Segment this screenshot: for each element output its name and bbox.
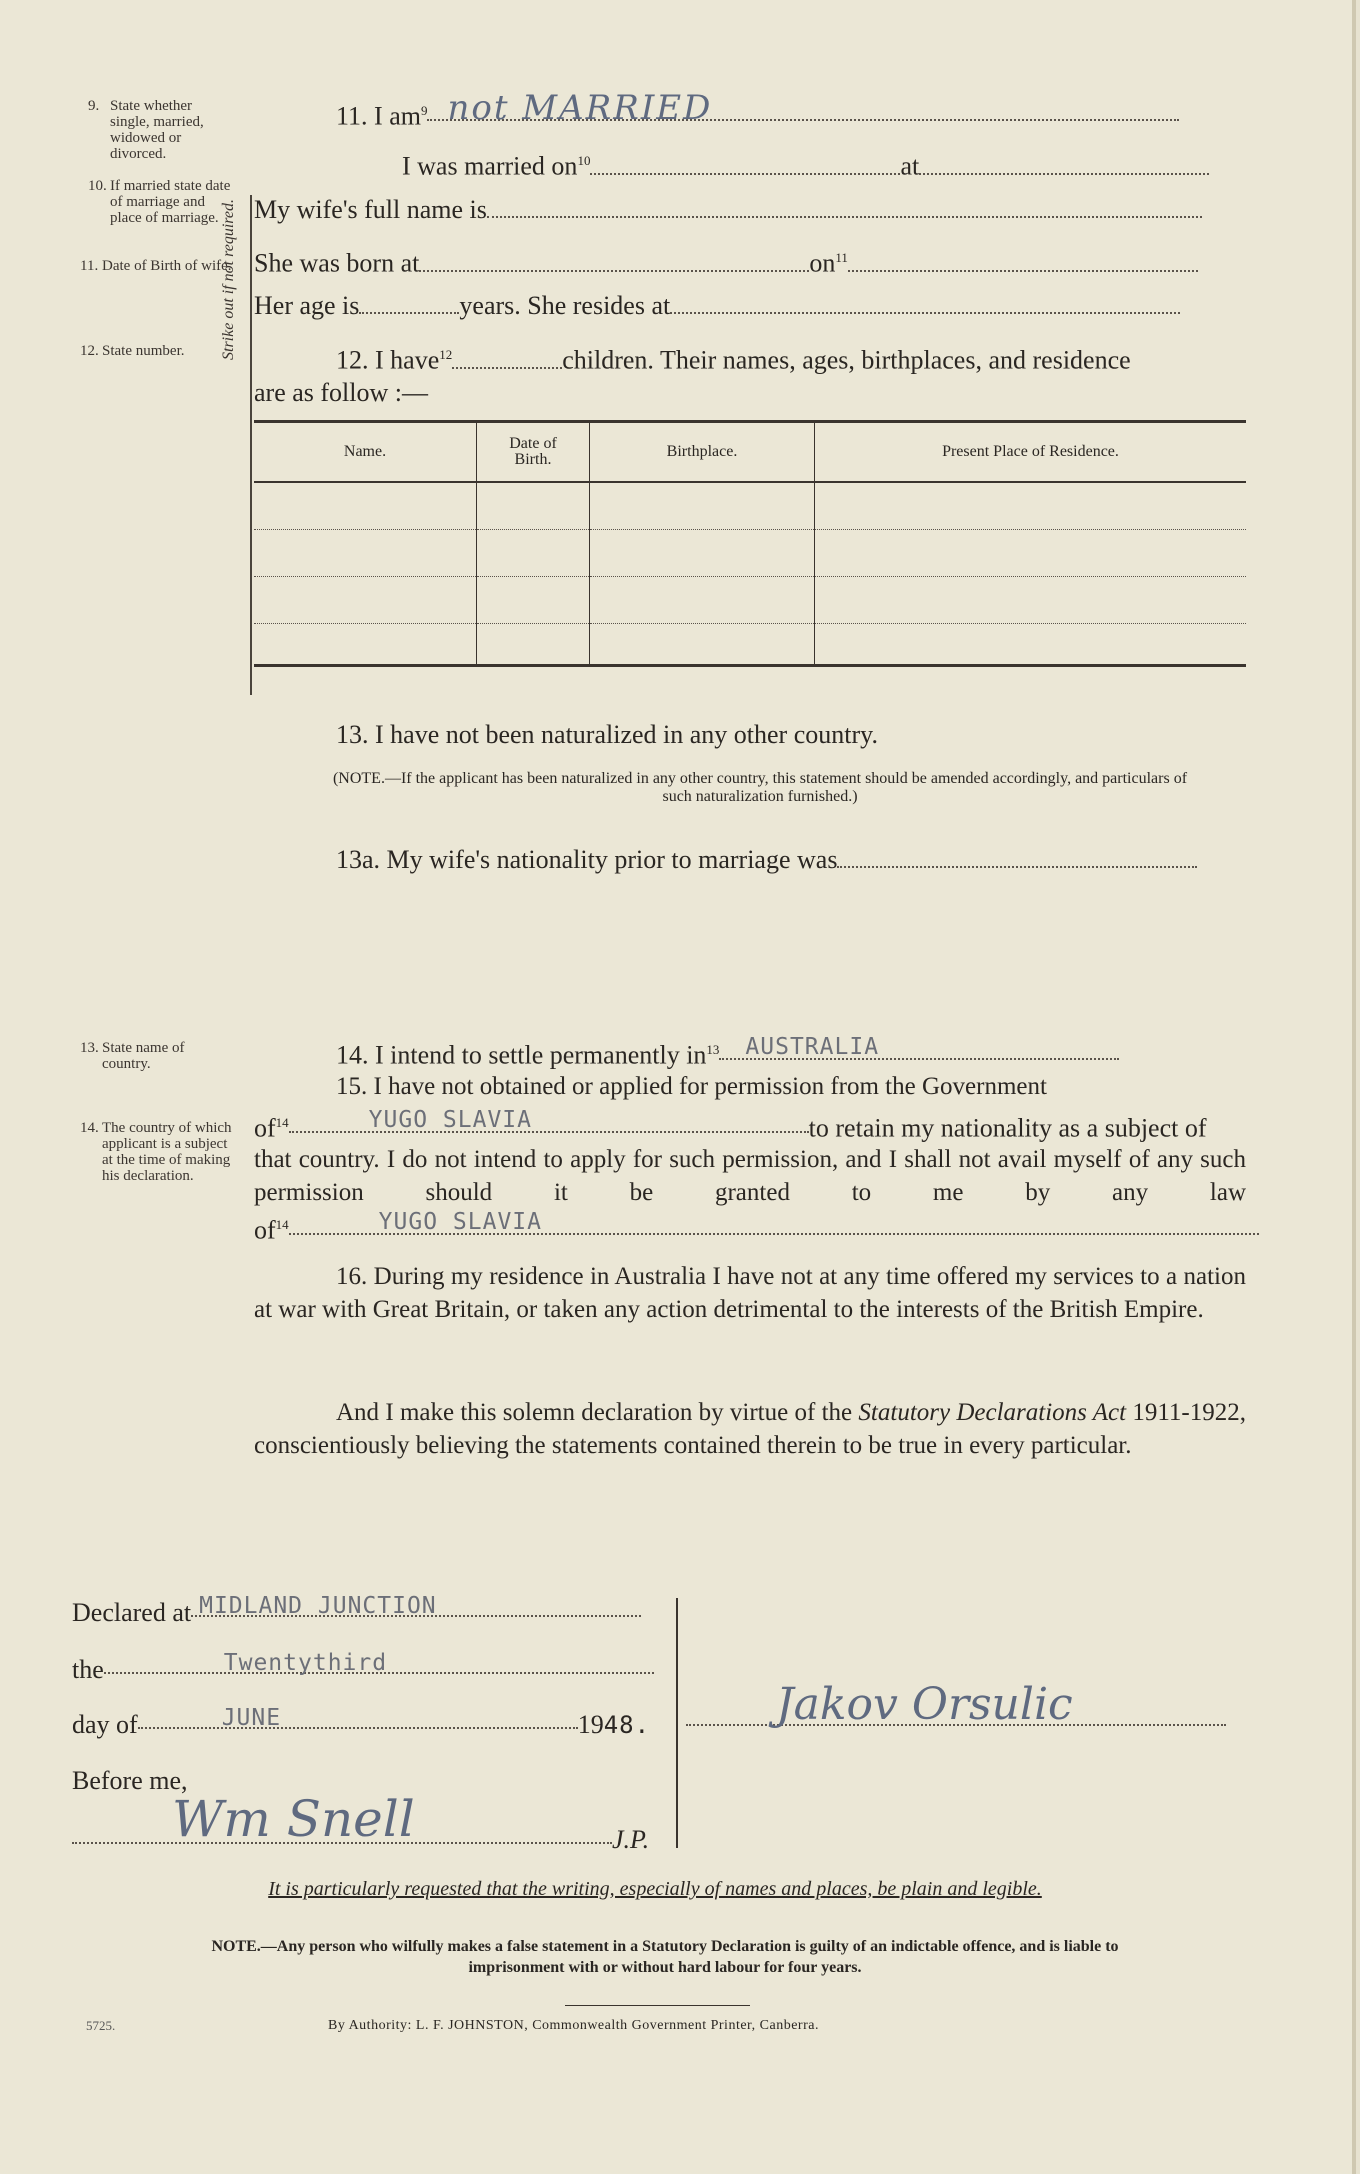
col-name: Name.	[254, 422, 477, 483]
declared-at: Declared at MIDLAND JUNCTION	[72, 1598, 641, 1628]
settle-country-value: AUSTRALIA	[745, 1033, 880, 1060]
declared-place-value: MIDLAND JUNCTION	[199, 1593, 437, 1619]
table-row	[254, 624, 1246, 666]
line-married-on: I was married $on^{10}$ at	[402, 146, 1247, 182]
line-13a: 13a. My wife's nationality prior to marriage was	[336, 845, 1247, 875]
margin-note-14: 14. The country of which applicant is a subject at the time of making his declaration.	[80, 1120, 232, 1184]
col-birthplace: Birthplace.	[590, 422, 815, 483]
margin-note-11: 11. Date of Birth of wife.	[80, 258, 232, 274]
line-12: 12. I have$^{12}$ children. Their names, ages, birthplaces, and residence	[336, 345, 1131, 375]
line-15a: 15. I have not obtained or applied for permission from the Government	[336, 1073, 1047, 1100]
line-age: Her age is years. She resides at	[254, 291, 1247, 321]
col-dob: Date of Birth.	[477, 422, 590, 483]
table-row	[254, 482, 1246, 530]
declarant-signature: Jakov Orsulic	[776, 1679, 1073, 1730]
table-row	[254, 530, 1246, 577]
nationality-value-2: YUGO SLAVIA	[378, 1208, 542, 1235]
line-11: 11. I $am^9$ not MARRIED	[336, 96, 1247, 132]
note-13: (NOTE.—If the applicant has been naturalized in any other country, this statement should be amended accordingly, and particulars of such naturalization furnished.)	[332, 770, 1188, 805]
legibility-request: It is particularly requested that the writing, especially of names and places, be plain and legible.	[268, 1878, 1042, 1900]
line-wife-name: My wife's full name is	[254, 195, 1247, 225]
jp-line: Wm Snell J.P.	[72, 1818, 649, 1855]
line-13: 13. I have not been naturalized in any other country.	[336, 720, 878, 749]
final-note: NOTE.—Any person who wilfully makes a false statement in a Statutory Declaration is guilty of an indictable offence, and is liable to imprisonment with or without hard labour for four years.	[211, 1938, 1119, 1976]
jp-signature: Wm Snell	[172, 1790, 415, 1848]
strike-out-note: Strike out if not required.	[220, 198, 237, 360]
line-15-of: $of^{14}$ YUGO SLAVIA to retain my nationality as a subject of	[254, 1106, 1207, 1143]
declared-day-value: Twentythird	[223, 1650, 388, 1676]
margin-note-9: 9. State whether single, married, widowed or divorced.	[88, 98, 204, 162]
table-row	[254, 577, 1246, 624]
printer-authority: By Authority: L. F. JOHNSTON, Commonwealth Government Printer, Canberra.	[328, 2018, 819, 2033]
line-15c: that country. I do not intend to apply for such permission, and I shall not avail myself of any such permission should it be granted to me by any law	[254, 1146, 1246, 1206]
margin-rule	[250, 195, 252, 695]
col-residence: Present Place of Residence.	[815, 422, 1247, 483]
declared-month-value: JUNE	[221, 1705, 282, 1731]
table-header-row	[254, 422, 1246, 483]
line-16: 16. During my residence in Australia I have not at any time offered my services to a nation at war with Great Britain, or taken any action detrimental to the interests of the British Empire.	[254, 1263, 1246, 1323]
margin-note-10: 10. If married state date of marriage and place of marriage.	[88, 178, 231, 226]
children-table	[254, 420, 1246, 667]
line-born-at: She was born at $on^{11}$	[254, 243, 1247, 279]
solemn-declaration: And I make this solemn declaration by virtue of the Statutory Declarations Act 1911-1922, conscientiously believing the statements contained therein to be true in every particular.	[254, 1399, 1247, 1459]
form-number: 5725.	[86, 2018, 116, 2033]
declared-day-of: day of JUNE 1948.	[72, 1705, 651, 1739]
margin-note-13: 13. State name of country.	[80, 1040, 185, 1072]
line-follow: are as follow :—	[254, 378, 429, 407]
declaration-bracket	[672, 1598, 678, 1848]
declared-year-value: 48.	[603, 1711, 651, 1739]
declared-the: the Twentythird	[72, 1655, 654, 1685]
marital-status-value: not MARRIED	[447, 87, 713, 128]
margin-note-12: 12. State number.	[80, 343, 185, 359]
before-me: Before me,	[72, 1766, 188, 1795]
footer-rule	[565, 2005, 750, 2006]
line-14: 14. I intend to settle permanently $in^{13}$ AUSTRALIA	[336, 1035, 1247, 1071]
nationality-value: YUGO SLAVIA	[368, 1106, 532, 1133]
line-15-of2: $of^{14}$ YUGO SLAVIA	[254, 1210, 1247, 1246]
declarant-signature-line	[686, 1679, 1226, 1737]
